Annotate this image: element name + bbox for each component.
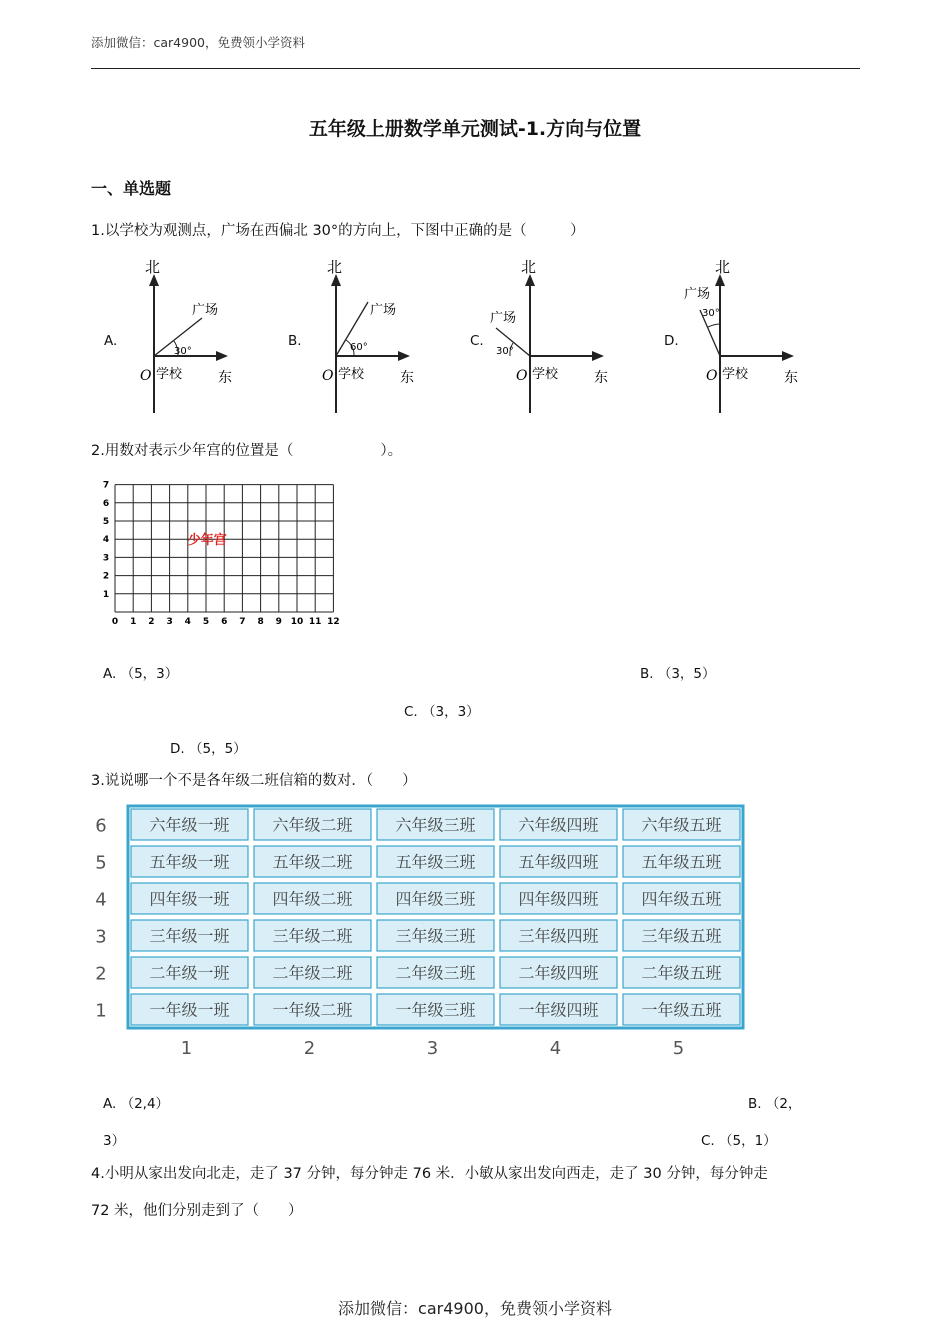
- table-row-labels: [95, 816, 106, 1022]
- table-cell-text: 一年级一班: [149, 1000, 230, 1020]
- table-cell-text: 四年级二班: [272, 889, 353, 909]
- q1-option-a-label[interactable]: A.: [104, 333, 118, 349]
- north-label: 北: [715, 258, 731, 276]
- youth-palace-label: 少年宫: [187, 533, 227, 549]
- grid-x-tick: 1: [130, 617, 137, 627]
- square-label: 广场: [370, 303, 397, 318]
- north-label: 北: [521, 258, 537, 276]
- east-label: 东: [784, 370, 798, 386]
- grid-x-tick: 2: [148, 617, 155, 627]
- origin-label: O: [516, 368, 528, 384]
- table-cell-text: 四年级五班: [641, 889, 722, 909]
- table-cell-text: 五年级三班: [395, 852, 476, 872]
- q1-option-c-label[interactable]: C.: [470, 333, 484, 349]
- grid-x-tick: 11: [308, 617, 322, 627]
- grid-y-tick: 2: [102, 571, 110, 582]
- q2-option-d[interactable]: D. （5，5）: [170, 741, 247, 757]
- q2-option-c[interactable]: C. （3，3）: [404, 704, 480, 720]
- school-label: 学校: [156, 367, 183, 382]
- table-row-label: 1: [95, 1000, 107, 1022]
- north-label: 北: [327, 258, 343, 276]
- section-heading: 一、单选题: [91, 179, 172, 198]
- square-label: 广场: [192, 303, 219, 318]
- table-cell-text: 一年级四班: [518, 1000, 599, 1020]
- grid-lines: [115, 485, 333, 612]
- table-cell-text: 四年级三班: [395, 889, 476, 909]
- table-cells: [128, 806, 743, 1028]
- grid-x-tick: 9: [275, 617, 282, 627]
- q2-option-a[interactable]: A. （5，3）: [103, 666, 179, 682]
- table-cell-text: 一年级三班: [395, 1000, 476, 1020]
- grid-x-tick: 12: [327, 617, 340, 627]
- east-label: 东: [594, 370, 608, 386]
- table-row-label: 6: [95, 815, 107, 837]
- grid-x-tick: 6: [221, 617, 228, 627]
- page-title: 五年级上册数学单元测试-1.方向与位置: [308, 118, 642, 140]
- angle-label: 30°: [496, 346, 514, 357]
- grid-x-tick: 7: [239, 617, 246, 627]
- table-row-label: 4: [95, 889, 107, 911]
- q3-option-c[interactable]: C. （5，1）: [701, 1133, 777, 1149]
- grid-y-tick: 3: [102, 553, 110, 564]
- origin-label: O: [140, 368, 152, 384]
- grid-x-ticks: [112, 617, 340, 627]
- grid-y-tick: 4: [102, 535, 110, 546]
- grid-x-tick: 5: [202, 617, 210, 627]
- q1-option-d-label[interactable]: D.: [664, 333, 679, 349]
- q2-option-b[interactable]: B. （3，5）: [640, 666, 716, 682]
- table-col-label: 3: [426, 1038, 439, 1059]
- grid-x-tick: 4: [184, 617, 191, 627]
- grid-y-tick: 5: [102, 517, 110, 527]
- grid-y-tick: 7: [102, 480, 110, 491]
- table-col-label: 5: [672, 1038, 685, 1059]
- table-cell-text: 六年级二班: [272, 815, 353, 835]
- question-3: 3.说说哪一个不是各年级二班信箱的数对．（ ）: [91, 773, 417, 789]
- table-cell-text: 六年级四班: [518, 815, 599, 835]
- origin-label: O: [322, 368, 334, 384]
- square-label: 广场: [490, 311, 517, 326]
- table-col-labels: [181, 1038, 684, 1059]
- q1-option-b-label[interactable]: B.: [288, 333, 302, 349]
- table-row-label: 3: [95, 926, 107, 948]
- table-cell-text: 五年级五班: [641, 852, 722, 872]
- table-cell-text: 五年级二班: [272, 852, 353, 872]
- table-row-label: 5: [95, 852, 107, 874]
- compass-diagram-a: [120, 250, 240, 415]
- north-label: 北: [145, 258, 161, 276]
- grid-x-tick: 8: [257, 617, 264, 627]
- table-cell-text: 六年级五班: [641, 815, 722, 835]
- footer-watermark: 添加微信：car4900，免费领小学资料: [338, 1299, 612, 1318]
- compass-diagram-d: [686, 250, 806, 415]
- square-label: 广场: [684, 287, 711, 302]
- school-label: 学校: [532, 367, 559, 382]
- q3-option-a[interactable]: A. （2,4）: [103, 1096, 170, 1112]
- grid-x-tick: 3: [166, 617, 173, 627]
- table-cell-text: 二年级五班: [641, 963, 722, 983]
- table-cell-text: 四年级一班: [149, 889, 230, 909]
- table-cell-text: 一年级五班: [641, 1000, 722, 1020]
- question-2: 2.用数对表示少年宫的位置是（ ）。: [91, 443, 403, 459]
- compass-diagram-c: [490, 250, 616, 415]
- school-label: 学校: [722, 367, 749, 382]
- table-row-label: 2: [95, 963, 107, 985]
- grid-y-ticks: [103, 481, 109, 600]
- east-label: 东: [218, 370, 232, 386]
- mailbox-table: [92, 806, 752, 1068]
- table-col-label: 2: [303, 1038, 316, 1059]
- table-cell-text: 三年级五班: [641, 926, 722, 946]
- q3-option-b[interactable]: B. （2，: [748, 1096, 802, 1112]
- table-cell-text: 五年级四班: [518, 852, 599, 872]
- table-cell-text: 四年级四班: [518, 889, 599, 909]
- table-cell-text: 二年级四班: [518, 963, 599, 983]
- table-cell-text: 六年级一班: [149, 815, 230, 835]
- table-cell-text: 一年级二班: [272, 1000, 353, 1020]
- header-watermark: 添加微信：car4900，免费领小学资料: [91, 35, 305, 50]
- question-4-line-1: 4.小明从家出发向北走，走了 37 分钟，每分钟走 76 米．小敏从家出发向西走，走了 30 分钟，每分钟走: [91, 1166, 768, 1182]
- table-cell-text: 六年级三班: [395, 815, 476, 835]
- school-label: 学校: [338, 367, 365, 382]
- table-col-label: 1: [180, 1038, 193, 1059]
- table-cell-text: 三年级四班: [518, 926, 599, 946]
- table-cell-text: 三年级三班: [395, 926, 476, 946]
- question-1: 1.以学校为观测点，广场在西偏北 30°的方向上，下图中正确的是（ ）: [91, 223, 585, 239]
- coordinate-grid: [95, 478, 355, 628]
- origin-label: O: [706, 368, 718, 384]
- table-cell-text: 五年级一班: [149, 852, 230, 872]
- east-label: 东: [400, 370, 414, 386]
- table-cell-text: 二年级二班: [272, 963, 353, 983]
- angle-label: 30°: [174, 346, 192, 357]
- question-4-line-2: 72 米，他们分别走到了（ ）: [91, 1203, 303, 1219]
- table-cell-text: 三年级一班: [149, 926, 230, 946]
- q3-option-b-continued: 3）: [103, 1133, 126, 1149]
- grid-x-tick: 10: [290, 617, 304, 627]
- angle-label: 60°: [350, 342, 368, 353]
- table-cell-text: 二年级三班: [395, 963, 476, 983]
- grid-y-tick: 1: [102, 589, 110, 600]
- grid-x-tick: 0: [111, 617, 119, 627]
- table-cell-text: 三年级二班: [272, 926, 353, 946]
- grid-y-tick: 6: [102, 498, 110, 509]
- table-cell-text: 二年级一班: [149, 963, 230, 983]
- header-rule: [91, 68, 860, 69]
- table-col-label: 4: [549, 1038, 562, 1059]
- angle-label: 30°: [702, 308, 720, 319]
- compass-diagram-b: [302, 250, 422, 415]
